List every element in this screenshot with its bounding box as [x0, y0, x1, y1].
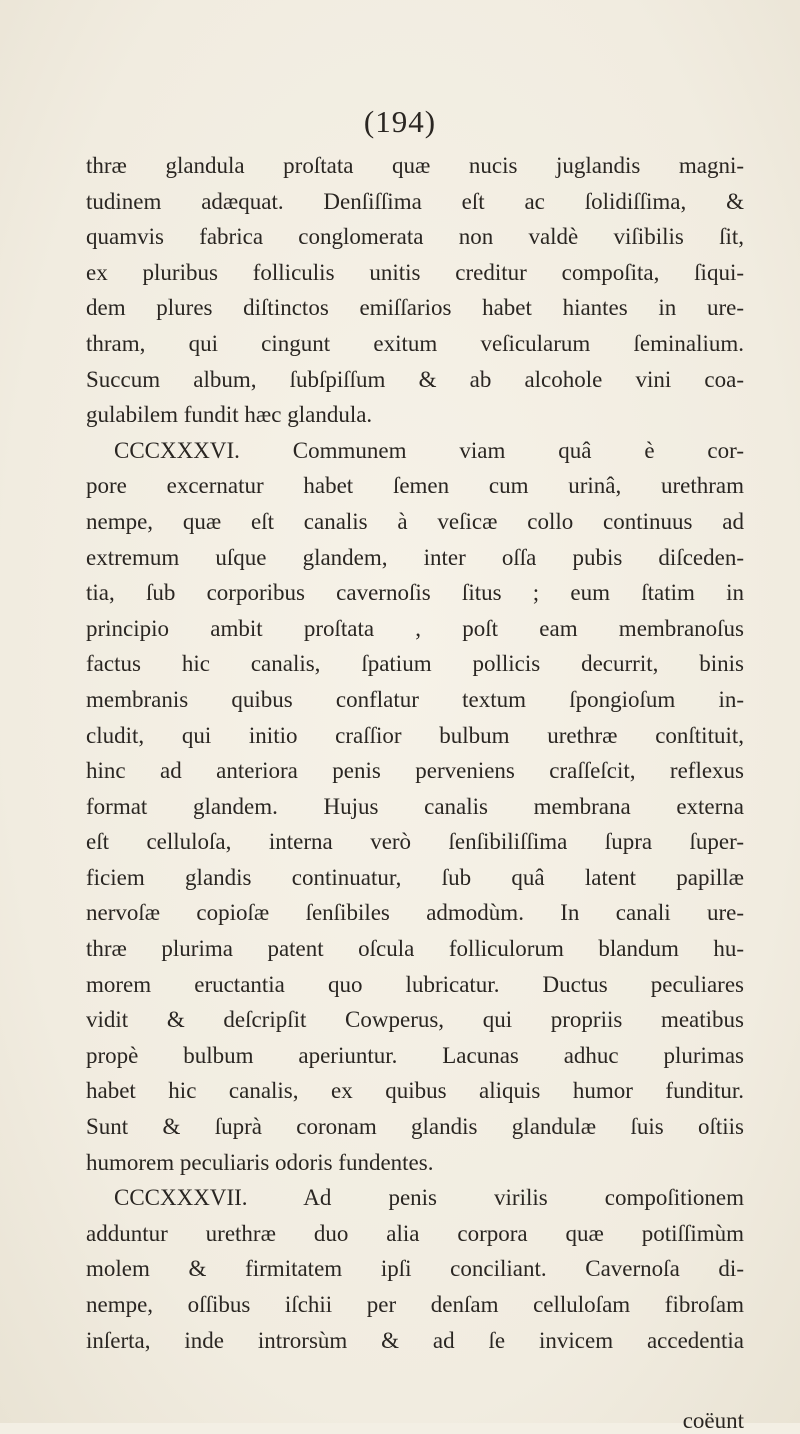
text-line: quamvis fabrica conglomerata non valdè viſibilis ſit,	[86, 224, 744, 250]
text-line: ex pluribus folliculis unitis creditur compoſita, ſiqui-	[86, 259, 744, 285]
text-line: factus hic canalis, ſpatium pollicis decurrit, binis	[86, 651, 744, 677]
text-line: ficiem glandis continuatur, ſub quâ latent papillæ	[86, 864, 744, 890]
text-line: thram, qui cingunt exitum veſicularum ſeminalium.	[86, 330, 744, 356]
text-line: CCCXXXVII. Ad penis virilis compoſitionem	[114, 1185, 744, 1211]
text-line: gulabilem fundit hæc glandula.	[86, 402, 373, 428]
text-line: cludit, qui initio craſſior bulbum urethræ conſtituit,	[86, 722, 744, 748]
text-line: CCCXXXVI. Communem viam quâ è cor-	[114, 437, 744, 463]
text-line: nervoſæ copioſæ ſenſibiles admodùm. In canali ure-	[86, 900, 744, 926]
text-line: eſt celluloſa, interna verò ſenſibiliſſima ſupra ſuper-	[86, 829, 744, 855]
text-line: membranis quibus conflatur textum ſpongioſum in-	[86, 686, 744, 712]
text-line: morem eructantia quo lubricatur. Ductus peculiares	[86, 971, 744, 997]
text-line: tia, ſub corporibus cavernoſis ſitus ; eum ſtatim in	[86, 580, 744, 606]
text-line: propè bulbum aperiuntur. Lacunas adhuc plurimas	[86, 1042, 744, 1068]
text-line: extremum uſque glandem, inter oſſa pubis diſceden-	[86, 544, 744, 570]
text-line: thræ glandula proſtata quæ nucis juglandis magni-	[86, 153, 744, 178]
text-line: molem & firmitatem ipſi conciliant. Cavernoſa di-	[86, 1256, 744, 1282]
text-line: pore excernatur habet ſemen cum urinâ, urethram	[86, 473, 744, 499]
text-line: adduntur urethræ duo alia corpora quæ potiſſimùm	[86, 1220, 744, 1246]
text-line: vidit & deſcripſit Cowperus, qui propriis meatibus	[86, 1007, 744, 1033]
text-line: format glandem. Hujus canalis membrana externa	[86, 793, 744, 819]
text-line: hinc ad anteriora penis perveniens craſſeſcit, reflexus	[86, 758, 744, 784]
text-line: nempe, oſſibus iſchii per denſam celluloſam fibroſam	[86, 1292, 744, 1317]
text-line: nempe, quæ eſt canalis à veſicæ collo continuus ad	[86, 508, 744, 534]
body-text	[86, 148, 744, 1358]
text-line: humorem peculiaris odoris fundentes.	[86, 1149, 434, 1175]
text-line: principio ambit proſtata , poſt eam membranoſus	[86, 615, 744, 641]
text-line: dem plures diſtinctos emiſſarios habet hiantes in ure-	[86, 295, 744, 321]
text-line: thræ plurima patent oſcula folliculorum blandum hu-	[86, 936, 744, 962]
text-line: tudinem adæquat. Denſiſſima eſt ac ſolidiſſima, &	[86, 188, 744, 214]
text-line: Sunt & ſuprà coronam glandis glandulæ ſuis oſtiis	[86, 1114, 744, 1140]
page-number: (194)	[363, 104, 437, 139]
text-line: habet hic canalis, ex quibus aliquis humor funditur.	[86, 1078, 744, 1104]
catchword: coëunt	[682, 1408, 744, 1433]
text-line: Succum album, ſubſpiſſum & ab alcohole vini coa-	[86, 366, 744, 392]
text-line: inſerta, inde introrsùm & ad ſe invicem accedentia	[86, 1327, 744, 1353]
